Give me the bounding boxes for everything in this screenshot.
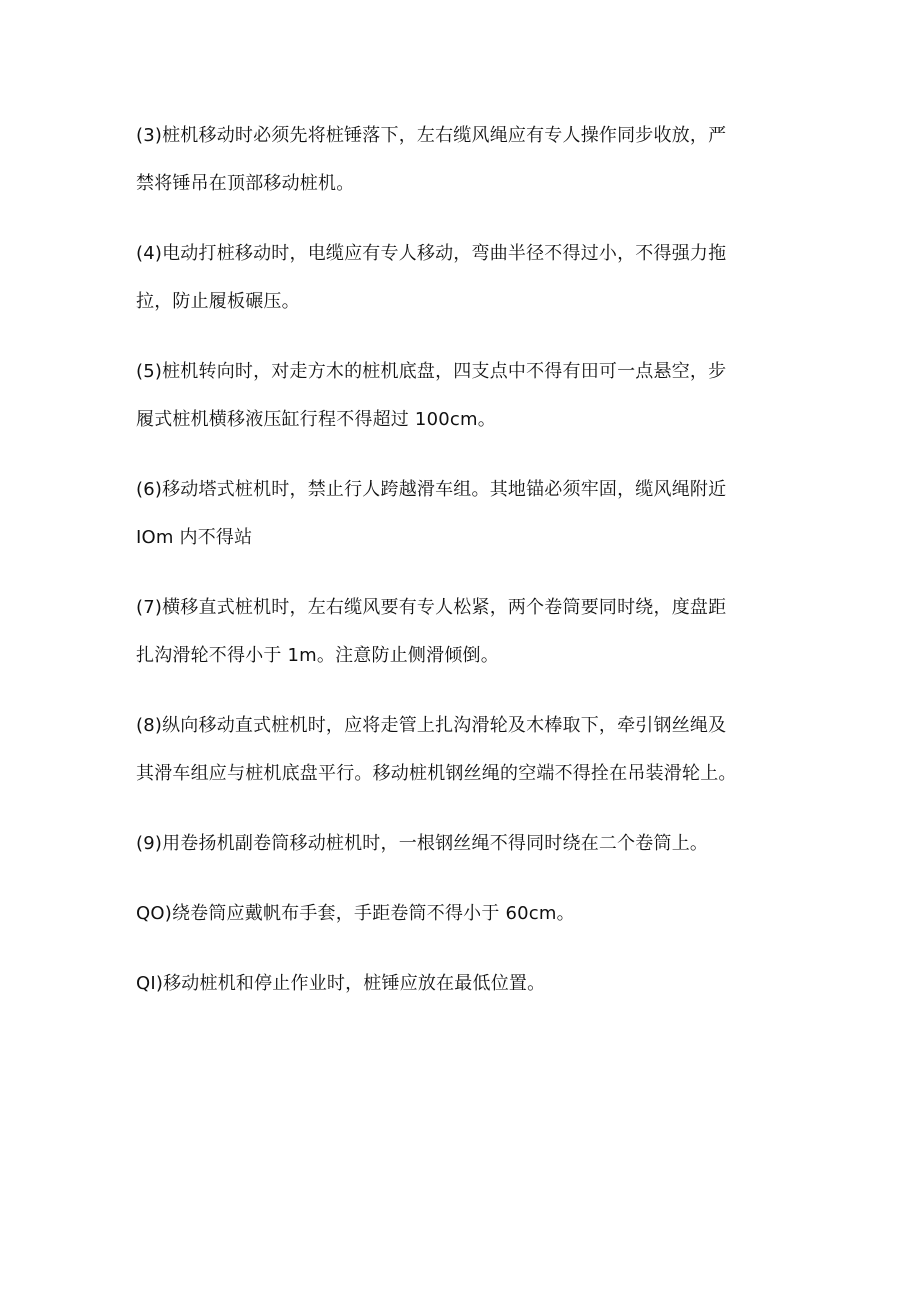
paragraph-item-11 (136, 960, 796, 1008)
paragraph-line: 拉，防止履板碾压。 (136, 291, 300, 312)
paragraph-line: 其滑车组应与桩机底盘平行。移动桩机钢丝绳的空端不得拴在吊装滑轮上。 (136, 763, 737, 784)
paragraph-line: (8)纵向移动直式桩机时，应将走管上扎沟滑轮及木棒取下，牵引钢丝绳及 (136, 715, 727, 736)
paragraph-item-10 (136, 890, 796, 938)
paragraph-item-8 (136, 702, 796, 798)
paragraph-item-4 (136, 230, 796, 326)
paragraph-line: 禁将锤吊在顶部移动桩机。 (136, 173, 355, 194)
paragraph-line: 履式桩机横移液压缸行程不得超过 100cm。 (136, 409, 496, 430)
paragraph-line: (6)移动塔式桩机时，禁止行人跨越滑车组。其地锚必须牢固，缆风绳附近 (136, 479, 727, 500)
paragraph-line: QO)绕卷筒应戴帆布手套，手距卷筒不得小于 60cm。 (136, 903, 575, 924)
paragraph-item-9 (136, 820, 796, 868)
paragraph-line: (7)横移直式桩机时，左右缆风要有专人松紧，两个卷筒要同时绕，度盘距 (136, 597, 727, 618)
paragraph-line: (5)桩机转向时，对走方木的桩机底盘，四支点中不得有田可一点悬空，步 (136, 361, 727, 382)
paragraph-line: (4)电动打桩移动时，电缆应有专人移动，弯曲半径不得过小，不得强力拖 (136, 243, 727, 264)
paragraph-line: IOm 内不得站 (136, 527, 253, 548)
paragraph-line: (3)桩机移动时必须先将桩锤落下，左右缆风绳应有专人操作同步收放，严 (136, 125, 727, 146)
paragraph-item-3 (136, 112, 796, 208)
paragraph-item-6 (136, 466, 796, 562)
paragraph-item-7 (136, 584, 796, 680)
document-body (136, 112, 796, 1030)
paragraph-item-5 (136, 348, 796, 444)
paragraph-line: 扎沟滑轮不得小于 1m。注意防止侧滑倾倒。 (136, 645, 499, 666)
paragraph-line: (9)用卷扬机副卷筒移动桩机时，一根钢丝绳不得同时绕在二个卷筒上。 (136, 833, 709, 854)
paragraph-line: QI)移动桩机和停止作业时，桩锤应放在最低位置。 (136, 973, 546, 994)
